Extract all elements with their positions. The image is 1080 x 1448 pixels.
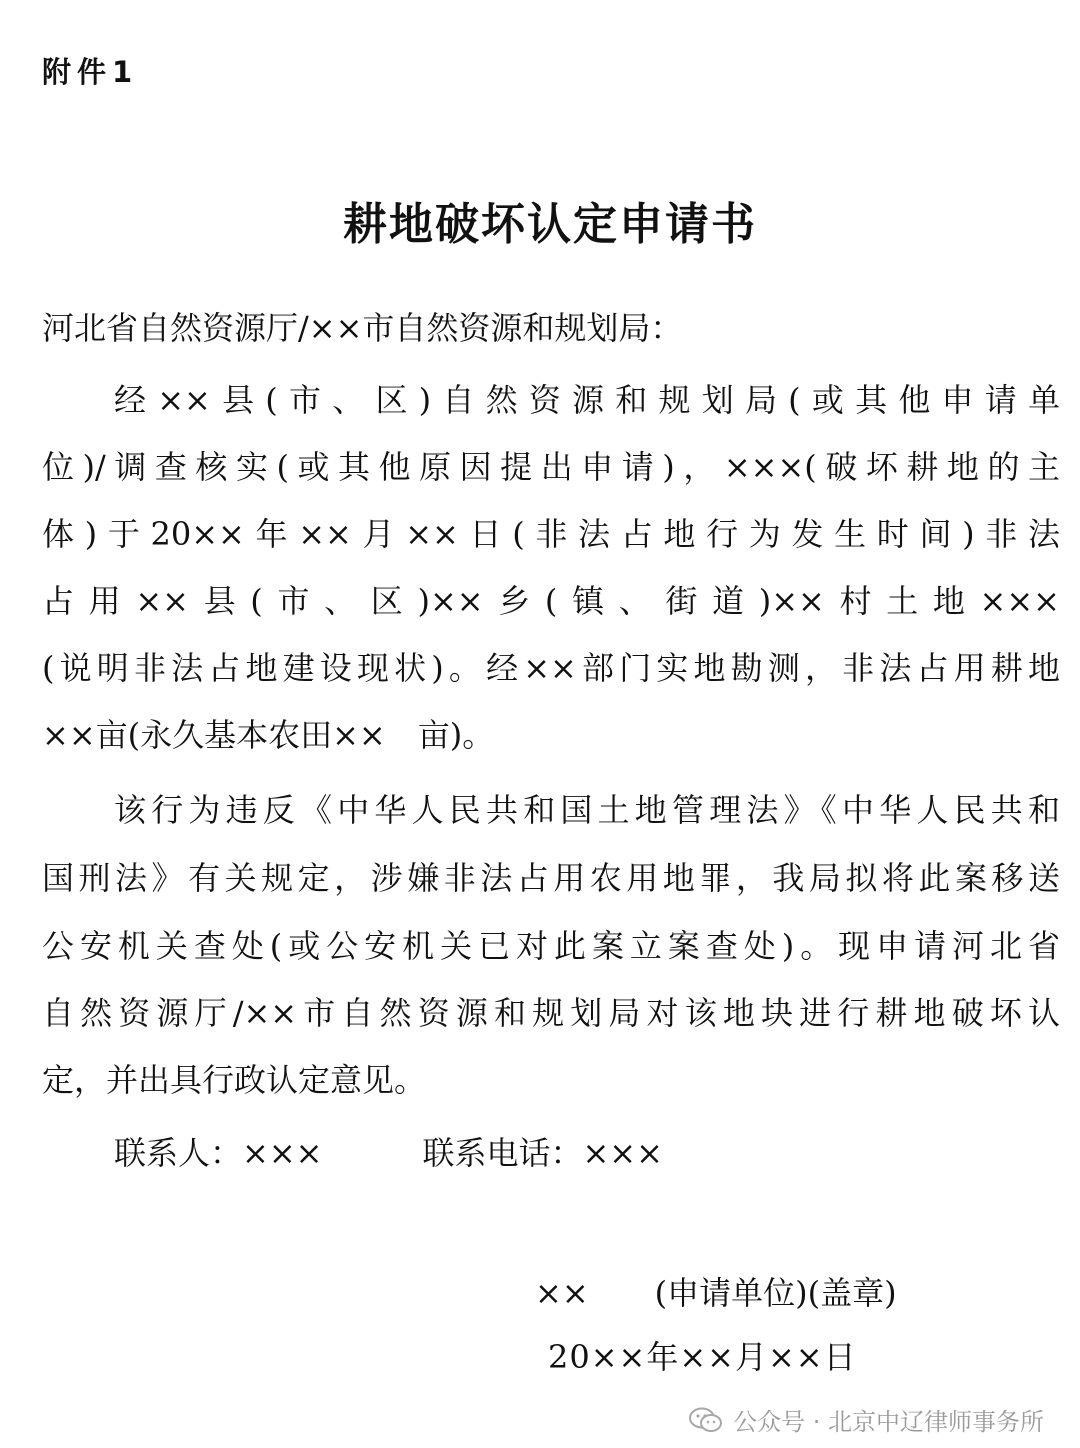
paragraph2-line: 该行为违反《中华人民共和国土地管理法》《中华人民共和 (114, 791, 1060, 829)
contact-line (114, 1131, 663, 1175)
paragraph2-line: 自然资源厅/××市自然资源和规划局对该地块进行耕地破坏认 (42, 994, 1060, 1032)
addressee: 河北省自然资源厅/××市自然资源和规划局： (42, 309, 683, 347)
paragraph2-line: 公安机关查处(或公安机关已对此案立案查处)。现申请河北省 (42, 927, 1060, 965)
signature-unit (535, 1271, 897, 1315)
paragraph1-line: 位)/调查核实(或其他原因提出申请)，×××(破坏耕地的主 (42, 448, 1060, 486)
paragraph1-line: (说明非法占地建设现状)。经××部门实地勘测，非法占用耕地 (42, 649, 1060, 687)
paragraph1-line: 体)于20××年××月××日(非法占地行为发生时间)非法 (42, 515, 1060, 553)
paragraph2-line: 定，并出具行政认定意见。 (42, 1061, 427, 1099)
wechat-icon (689, 1407, 723, 1433)
signature-date: 20××年××月××日 (548, 1338, 857, 1376)
watermark (689, 1402, 1044, 1437)
paragraph1-line: 占用××县(市、区)××乡(镇、街道)××村土地××× (42, 582, 1060, 620)
watermark-text: 公众号 · 北京中辽律师事务所 (733, 1408, 1044, 1436)
unit-placeholder: ×× (535, 1274, 589, 1312)
contact-person: 联系人：××× (114, 1134, 323, 1172)
document-title: 耕地破坏认定申请书 (343, 199, 757, 250)
attachment-label: 附件1 (42, 55, 139, 89)
paragraph1-line: 经××县(市、区)自然资源和规划局(或其他申请单 (114, 381, 1060, 419)
contact-phone: 联系电话：××× (422, 1134, 663, 1172)
paragraph2-line: 国刑法》有关规定，涉嫌非法占用农用地罪，我局拟将此案移送 (42, 859, 1060, 897)
paragraph1-line: ××亩(永久基本农田×× 亩)。 (42, 716, 495, 754)
unit-label: (申请单位)(盖章) (654, 1274, 897, 1312)
